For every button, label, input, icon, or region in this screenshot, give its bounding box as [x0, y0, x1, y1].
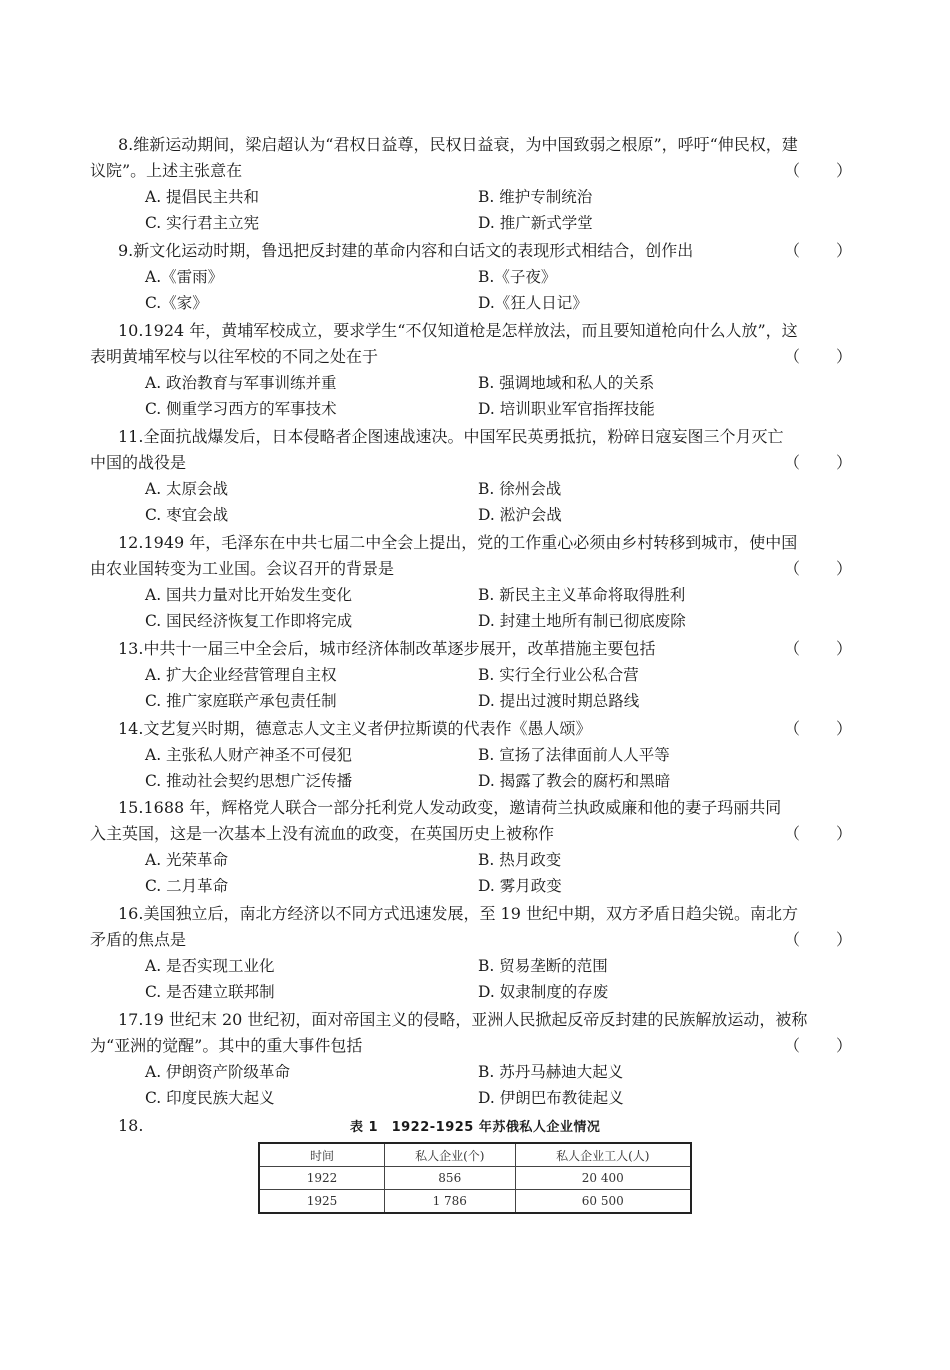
options-row — [90, 1059, 862, 1085]
answer-bracket[interactable]: （ ） — [783, 639, 862, 658]
option-c[interactable]: C.《家》 — [145, 294, 208, 312]
option-a[interactable]: A. 提倡民主共和 — [145, 188, 260, 206]
options-row — [90, 264, 862, 290]
option-b[interactable]: B. 热月政变 — [478, 851, 562, 869]
question-10-line-2: 表明黄埔军校与以往军校的不同之处在于 （ ） — [90, 344, 862, 370]
question-16 — [90, 901, 862, 1005]
question-12 — [90, 530, 862, 634]
option-a[interactable]: A. 太原会战 — [145, 480, 229, 498]
options-row — [90, 502, 862, 528]
options-row — [90, 582, 862, 608]
answer-bracket[interactable]: （ ） — [783, 719, 862, 738]
question-8 — [90, 132, 862, 236]
question-13 — [90, 636, 862, 714]
answer-bracket[interactable]: （ ） — [783, 1036, 862, 1055]
question-9 — [90, 238, 862, 316]
options-row — [90, 979, 862, 1005]
option-d[interactable]: D. 伊朗巴布教徒起义 — [478, 1089, 624, 1107]
option-d[interactable]: D. 淞沪会战 — [478, 506, 562, 524]
answer-bracket[interactable]: （ ） — [783, 824, 862, 843]
option-d[interactable]: D. 揭露了教会的腐朽和黑暗 — [478, 772, 671, 790]
options-row — [90, 742, 862, 768]
question-9-line-1: 9.新文化运动时期，鲁迅把反封建的革命内容和白话文的表现形式相结合，创作出 （ ） — [90, 238, 862, 264]
options-row — [90, 662, 862, 688]
option-d[interactable]: D. 奴隶制度的存废 — [478, 983, 609, 1001]
answer-bracket[interactable]: （ ） — [783, 347, 862, 366]
header-time: 时间 — [259, 1143, 385, 1167]
table-row — [259, 1167, 691, 1190]
option-b[interactable]: B. 徐州会战 — [478, 480, 562, 498]
question-17-line-2: 为“亚洲的觉醒”。其中的重大事件包括 （ ） — [90, 1033, 862, 1059]
question-10-line-1: 10.1924 年，黄埔军校成立，要求学生“不仅知道枪是怎样放法，而且要知道枪向什么人放”，这 — [118, 321, 798, 340]
option-c[interactable]: C. 推广家庭联产承包责任制 — [145, 692, 337, 710]
question-15-line-1: 15.1688 年，辉格党人联合一部分托利党人发动政变，邀请荷兰执政威廉和他的妻子玛丽共同 — [118, 798, 782, 817]
question-11-line-2: 中国的战役是 （ ） — [90, 450, 862, 476]
question-15 — [90, 795, 862, 899]
option-d[interactable]: D. 雾月政变 — [478, 877, 562, 895]
options-row — [90, 873, 862, 899]
option-b[interactable]: B. 维护专制统治 — [478, 188, 593, 206]
question-14 — [90, 716, 862, 794]
question-12-line-2: 由农业国转变为工业国。会议召开的背景是 （ ） — [90, 556, 862, 582]
option-a[interactable]: A. 扩大企业经营管理自主权 — [145, 666, 337, 684]
options-row — [90, 476, 862, 502]
option-c[interactable]: C. 侧重学习西方的军事技术 — [145, 400, 337, 418]
option-a[interactable]: A. 主张私人财产神圣不可侵犯 — [145, 746, 353, 764]
option-c[interactable]: C. 实行君主立宪 — [145, 214, 260, 232]
header-workers: 私人企业工人(人) — [515, 1143, 691, 1167]
question-11-line-1: 11.全面抗战爆发后，日本侵略者企图速战速决。中国军民英勇抵抗，粉碎日寇妄图三个月灭亡 — [118, 427, 784, 446]
header-enterprises: 私人企业(个) — [385, 1143, 516, 1167]
question-12-line-1: 12.1949 年，毛泽东在中共七届二中全会上提出，党的工作重心必须由乡村转移到城市，使中国 — [118, 533, 798, 552]
question-17-line-1: 17.19 世纪末 20 世纪初，面对帝国主义的侵略，亚洲人民掀起反帝反封建的民族解放运动，被称 — [118, 1010, 808, 1029]
options-row — [90, 688, 862, 714]
options-row — [90, 768, 862, 794]
question-14-line-1: 14.文艺复兴时期，德意志人文主义者伊拉斯谟的代表作《愚人颂》 （ ） — [90, 716, 862, 742]
table-header-row — [259, 1143, 691, 1167]
question-15-line-2: 入主英国，这是一次基本上没有流血的政变，在英国历史上被称作 （ ） — [90, 821, 862, 847]
options-row — [90, 184, 862, 210]
option-c[interactable]: C. 二月革命 — [145, 877, 229, 895]
option-d[interactable]: D. 提出过渡时期总路线 — [478, 692, 640, 710]
options-row — [90, 290, 862, 316]
option-d[interactable]: D.《狂人日记》 — [478, 294, 588, 312]
cell-enterprises: 1 786 — [385, 1190, 516, 1214]
answer-bracket[interactable]: （ ） — [783, 453, 862, 472]
question-16-line-2: 矛盾的焦点是 （ ） — [90, 927, 862, 953]
option-d[interactable]: D. 推广新式学堂 — [478, 214, 593, 232]
option-c[interactable]: C. 印度民族大起义 — [145, 1089, 275, 1107]
options-row — [90, 210, 862, 236]
question-16-line-1: 16.美国独立后，南北方经济以不同方式迅速发展，至 19 世纪中期，双方矛盾日趋尖锐。南北方 — [118, 904, 798, 923]
option-b[interactable]: B. 实行全行业公私合营 — [478, 666, 639, 684]
question-10 — [90, 318, 862, 422]
answer-bracket[interactable]: （ ） — [783, 241, 862, 260]
option-a[interactable]: A. 伊朗资产阶级革命 — [145, 1063, 291, 1081]
option-a[interactable]: A. 国共力量对比开始发生变化 — [145, 586, 353, 604]
options-row — [90, 953, 862, 979]
option-a[interactable]: A. 光荣革命 — [145, 851, 229, 869]
option-c[interactable]: C. 是否建立联邦制 — [145, 983, 275, 1001]
options-row — [90, 1085, 862, 1111]
answer-bracket[interactable]: （ ） — [783, 161, 862, 180]
answer-bracket[interactable]: （ ） — [783, 930, 862, 949]
cell-workers: 60 500 — [515, 1190, 691, 1214]
cell-year: 1925 — [259, 1190, 385, 1214]
option-c[interactable]: C. 国民经济恢复工作即将完成 — [145, 612, 353, 630]
option-a[interactable]: A. 政治教育与军事训练并重 — [145, 374, 337, 392]
option-a[interactable]: A.《雷雨》 — [145, 268, 224, 286]
options-row — [90, 396, 862, 422]
options-row — [90, 608, 862, 634]
option-b[interactable]: B. 宣扬了法律面前人人平等 — [478, 746, 670, 764]
option-b[interactable]: B. 新民主主义革命将取得胜利 — [478, 586, 686, 604]
options-row — [90, 847, 862, 873]
question-18-number: 18. — [118, 1116, 144, 1135]
option-c[interactable]: C. 推动社会契约思想广泛传播 — [145, 772, 353, 790]
question-11 — [90, 424, 862, 528]
question-13-line-1: 13.中共十一届三中全会后，城市经济体制改革逐步展开，改革措施主要包括 （ ） — [90, 636, 862, 662]
question-8-line-1: 8.维新运动期间，梁启超认为“君权日益尊，民权日益衰，为中国致弱之根原”，呼吁“伸民权，建 — [118, 135, 798, 154]
question-8-line-2: 议院”。上述主张意在 （ ） — [90, 158, 862, 184]
option-b[interactable]: B.《子夜》 — [478, 268, 557, 286]
option-b[interactable]: B. 苏丹马赫迪大起义 — [478, 1063, 624, 1081]
option-a[interactable]: A. 是否实现工业化 — [145, 957, 275, 975]
table-row — [259, 1190, 691, 1214]
option-d[interactable]: D. 培训职业军官指挥技能 — [478, 400, 655, 418]
cell-enterprises: 856 — [385, 1167, 516, 1190]
cell-workers: 20 400 — [515, 1167, 691, 1190]
option-c[interactable]: C. 枣宜会战 — [145, 506, 229, 524]
options-row — [90, 370, 862, 396]
table-caption: 表 1 1922-1925 年苏俄私人企业情况 — [350, 1120, 601, 1135]
answer-bracket[interactable]: （ ） — [783, 559, 862, 578]
option-b[interactable]: B. 强调地域和私人的关系 — [478, 374, 655, 392]
option-d[interactable]: D. 封建土地所有制已彻底废除 — [478, 612, 686, 630]
question-17 — [90, 1007, 862, 1111]
cell-year: 1922 — [259, 1167, 385, 1190]
option-b[interactable]: B. 贸易垄断的范围 — [478, 957, 608, 975]
data-table — [258, 1142, 692, 1214]
